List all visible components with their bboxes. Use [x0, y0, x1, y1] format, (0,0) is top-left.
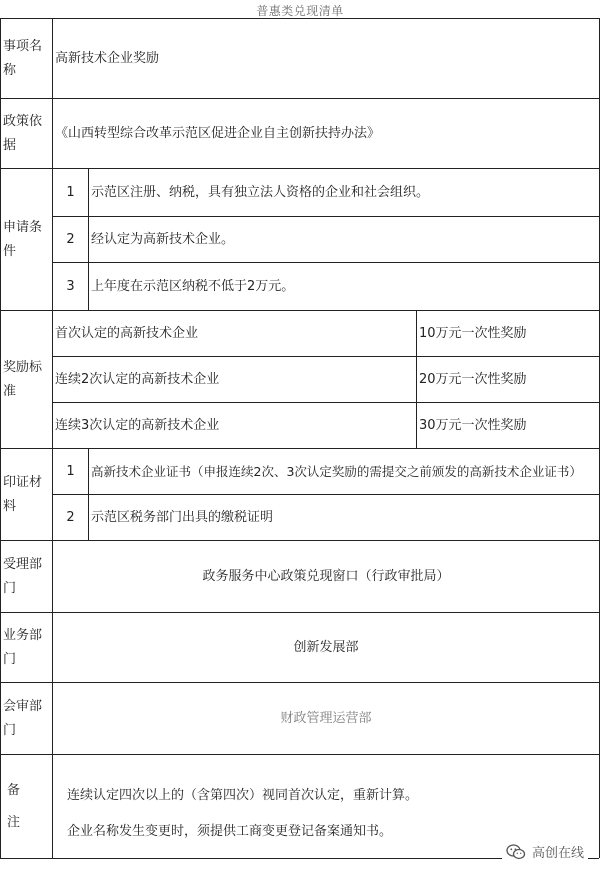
material-text — [88, 449, 599, 495]
reward-type — [52, 357, 416, 403]
reward-amount-text: 10万元一次性奖励 — [419, 325, 527, 341]
reward-amount-text: 20万元一次性奖励 — [419, 371, 527, 387]
business-dept-label — [0, 613, 52, 683]
policy-basis-label — [0, 99, 52, 169]
reward-amount-text: 30万元一次性奖励 — [419, 417, 527, 433]
condition-number — [52, 217, 88, 263]
reward-amount — [416, 403, 599, 449]
item-name-label-text: 事项名称 — [3, 38, 43, 78]
review-dept-value-text: 财政管理运营部 — [280, 710, 372, 726]
remarks-label-text: 备注 — [7, 782, 35, 830]
reward-standard-label-text: 奖励标准 — [3, 359, 43, 399]
page-title: 普惠类兑现清单 — [256, 4, 344, 18]
business-dept-value-text: 创新发展部 — [293, 639, 359, 655]
conditions-label-text: 申请条件 — [3, 219, 43, 259]
reward-type-text: 连续2次认定的高新技术企业 — [55, 371, 220, 387]
accepting-dept-label-text: 受理部门 — [3, 556, 43, 596]
material-number — [52, 449, 88, 495]
review-dept-value — [52, 683, 599, 755]
policy-table — [0, 18, 600, 858]
policy-basis-value — [52, 99, 599, 169]
reward-type — [52, 403, 416, 449]
policy-basis-value-text: 《山西转型综合改革示范区促进企业自主创新扶持办法》 — [55, 125, 381, 141]
conditions-label — [0, 169, 52, 311]
condition-number-text: 2 — [66, 231, 75, 247]
reward-amount — [416, 311, 599, 357]
material-number — [52, 495, 88, 541]
accepting-dept-label — [0, 541, 52, 613]
reward-standard-label — [0, 311, 52, 449]
review-dept-label-text: 会审部门 — [3, 698, 43, 738]
materials-label — [0, 449, 52, 541]
materials-label-text: 印证材料 — [3, 474, 43, 514]
watermark-text: 高创在线 — [531, 846, 584, 861]
remarks-line: 企业名称发生变更时，须提供工商变更登记备案通知书。 — [67, 824, 393, 839]
condition-text-value: 经认定为高新技术企业。 — [91, 231, 235, 247]
reward-type — [52, 311, 416, 357]
condition-number — [52, 263, 88, 311]
accepting-dept-value-text: 政务服务中心政策兑现窗口（行政审批局） — [202, 568, 450, 584]
item-name-label — [0, 19, 52, 99]
condition-number-text: 3 — [66, 278, 75, 294]
material-number-text: 1 — [66, 463, 75, 479]
reward-amount — [416, 357, 599, 403]
condition-text-value: 示范区注册、纳税，具有独立法人资格的企业和社会组织。 — [91, 184, 430, 200]
remarks-line: 连续认定四次以上的（含第四次）视同首次认定，重新计算。 — [67, 788, 419, 803]
material-text — [88, 495, 599, 541]
condition-text-value: 上年度在示范区纳税不低于2万元。 — [91, 278, 295, 294]
watermark — [502, 840, 588, 863]
material-number-text: 2 — [66, 509, 75, 525]
wechat-icon — [506, 844, 526, 860]
condition-number-text: 1 — [66, 184, 75, 200]
reward-type-text: 连续3次认定的高新技术企业 — [55, 417, 220, 433]
material-text-value: 高新技术企业证书（申报连续2次、3次认定奖励的需提交之前颁发的高新技术企业证书） — [91, 463, 582, 479]
policy-basis-label-text: 政策依据 — [3, 113, 43, 153]
business-dept-value — [52, 613, 599, 683]
material-text-value: 示范区税务部门出具的缴税证明 — [91, 509, 274, 525]
condition-text — [88, 263, 599, 311]
item-name-value-text: 高新技术企业奖励 — [55, 50, 160, 66]
condition-text — [88, 169, 599, 217]
condition-text — [88, 217, 599, 263]
review-dept-label — [0, 683, 52, 755]
item-name-value — [52, 19, 599, 99]
accepting-dept-value — [52, 541, 599, 613]
remarks-label — [0, 755, 52, 859]
reward-type-text: 首次认定的高新技术企业 — [55, 325, 199, 341]
condition-number — [52, 169, 88, 217]
business-dept-label-text: 业务部门 — [3, 627, 43, 667]
